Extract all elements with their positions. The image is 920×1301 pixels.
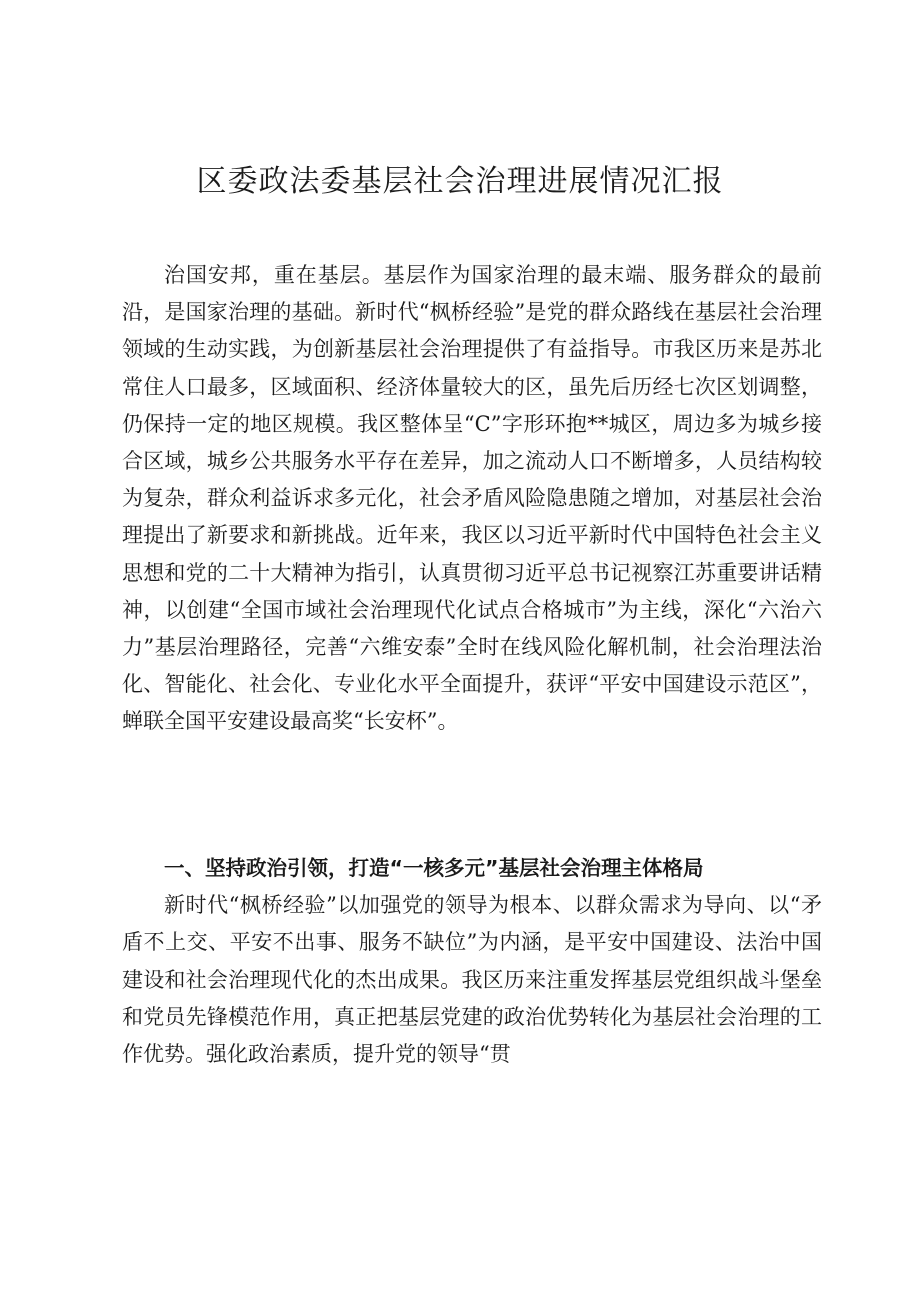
section-1-heading: 一、坚持政治引领，打造“一核多元”基层社会治理主体格局: [164, 856, 704, 880]
section-1-paragraph: 新时代“枫桥经验”以加强党的领导为根本、以群众需求为导向、以“矛盾不上交、平安不出事、服务不缺位”为内涵，是平安中国建设、法治中国建设和社会治理现代化的杰出成果。我区历来注重发挥基层党组织战斗堡垒和党员先锋模范作用，真正把基层党建的政治优势转化为基层社会治理的工作优势。强化政治素质，提升党的领导“贯: [122, 893, 822, 1067]
section-1: [122, 850, 822, 1073]
document-title: 区委政法委基层社会治理进展情况汇报: [196, 164, 724, 199]
intro-paragraph: 治国安邦，重在基层。基层作为国家治理的最末端、服务群众的最前沿，是国家治理的基础。新时代“枫桥经验”是党的群众路线在基层社会治理领域的生动实践，为创新基层社会治理提供了有益指导。市我区历来是苏北常住人口最多，区域面积、经济体量较大的区，虽先后历经七次区划调整，仍保持一定的地区规模。我区整体呈“C”字形环抱**城区，周边多为城乡接合区域，城乡公共服务水平存在差异，加之流动人口不断增多，人员结构较为复杂，群众利益诉求多元化，社会矛盾风险隐患随之增加，对基层社会治理提出了新要求和新挑战。近年来，我区以习近平新时代中国特色社会主义思想和党的二十大精神为指引，认真贯彻习近平总书记视察江苏重要讲话精神，以创建“全国市域社会治理现代化试点合格城市”为主线，深化“六治六力”基层治理路径，完善“六维安泰”全时在线风险化解机制，社会治理法治化、智能化、社会化、专业化水平全面提升，获评“平安中国建设示范区”，蝉联全国平安建设最高奖“长安杯”。: [122, 263, 822, 734]
intro-section: [122, 257, 822, 741]
